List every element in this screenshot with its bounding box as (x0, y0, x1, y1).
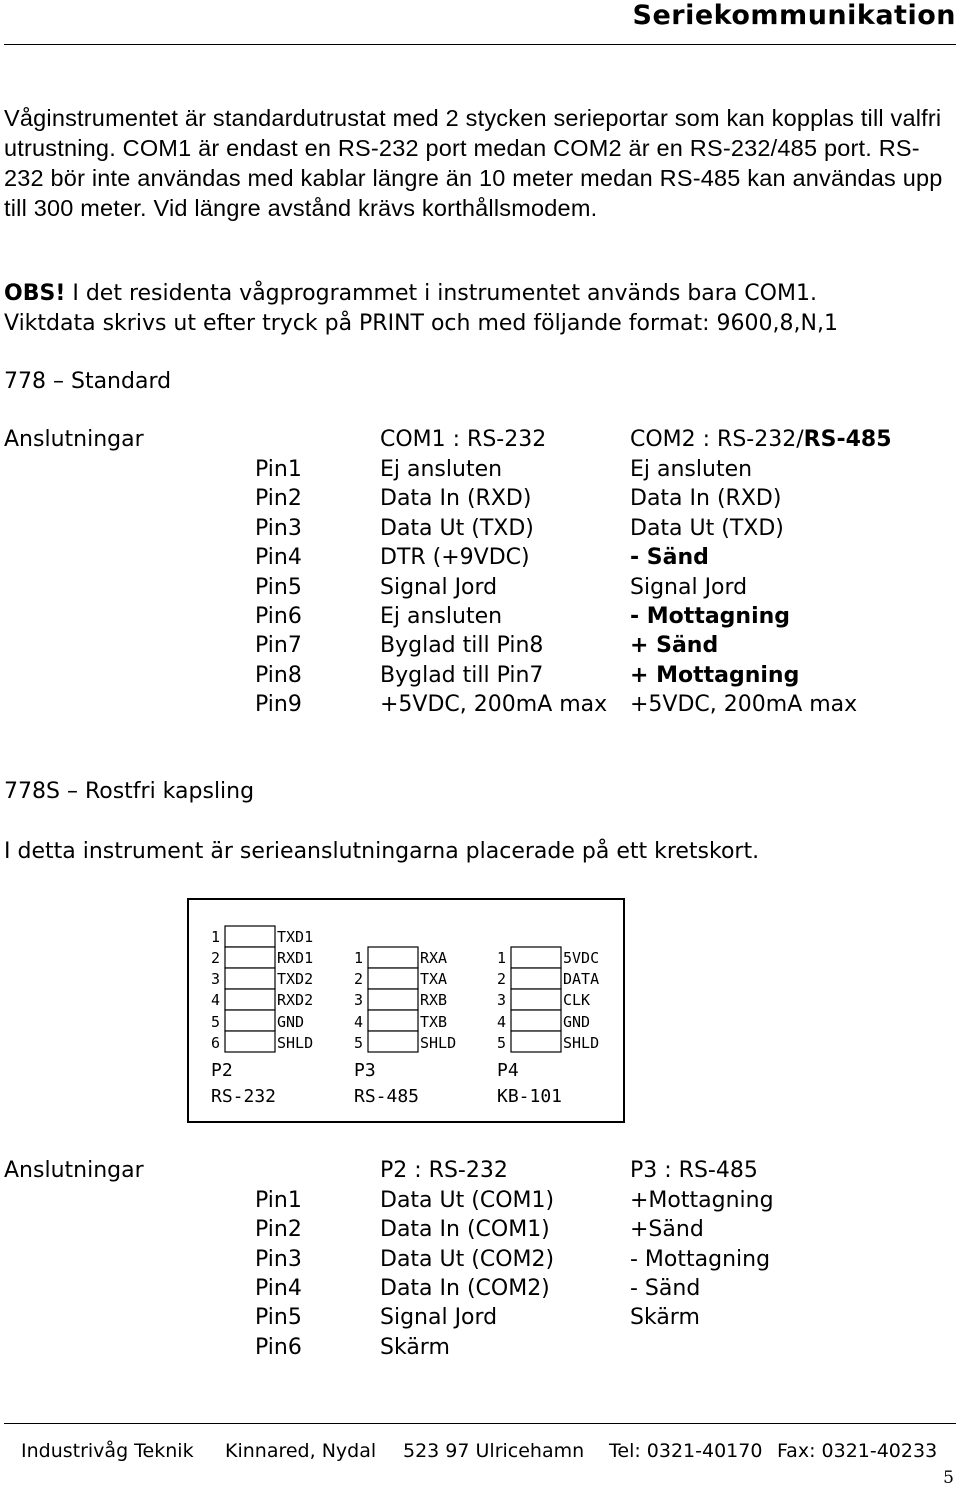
signal-label: SHLD (563, 1034, 600, 1052)
table-row-pin: Pin9 (255, 692, 302, 717)
table-row-com1: Byglad till Pin8 (380, 633, 544, 658)
connector-name: P2 (211, 1060, 233, 1081)
footer-fax: Fax: 0321-40233 (777, 1440, 938, 1462)
table-row-p3: +Sänd (630, 1217, 704, 1242)
obs-note (4, 281, 817, 306)
pin-number: 3 (211, 970, 221, 988)
pin-boxes (225, 926, 275, 1052)
signal-label: TXB (420, 1013, 448, 1031)
table-row-p3: +Mottagning (630, 1188, 774, 1213)
footer-postal: 523 97 Ulricehamn (403, 1440, 585, 1462)
footer-divider (4, 1423, 956, 1424)
pin-number: 2 (497, 970, 507, 988)
table-row-p2: Signal Jord (380, 1305, 498, 1330)
table-row-com2: - Sänd (630, 545, 709, 570)
table-row-pin: Pin5 (255, 575, 302, 600)
signal-label: RXD1 (277, 949, 314, 967)
table-row-pin: Pin1 (255, 1188, 302, 1213)
footer-tel: Tel: 0321-40170 (609, 1440, 763, 1462)
table-row-com1: +5VDC, 200mA max (380, 692, 608, 717)
pin-number: 6 (211, 1034, 221, 1052)
table-row-pin: Pin2 (255, 486, 302, 511)
pin-number: 3 (354, 991, 364, 1009)
table-row-pin: Pin4 (255, 1276, 302, 1301)
header-divider (4, 44, 956, 45)
stainless-description: I detta instrument är serieanslutningarna placerade på ett kretskort. (4, 839, 760, 864)
signal-label: TXA (420, 970, 448, 988)
pin-number: 5 (354, 1034, 364, 1052)
table-row-pin: Pin8 (255, 663, 302, 688)
connections-label: Anslutningar (4, 1158, 144, 1183)
connector-p3 (354, 947, 456, 1107)
signal-label: CLK (563, 991, 591, 1009)
connector-type: RS-485 (354, 1086, 420, 1107)
pin-number: 2 (211, 949, 221, 967)
table-row-p3: - Sänd (630, 1276, 701, 1301)
footer-place: Kinnared, Nydal (225, 1440, 377, 1462)
pin-number: 4 (354, 1013, 364, 1031)
signal-label: SHLD (420, 1034, 457, 1052)
table-row-com2: +5VDC, 200mA max (630, 692, 858, 717)
connector-type: RS-232 (211, 1086, 277, 1107)
table-row-com2: Signal Jord (630, 575, 748, 600)
table-row-com1: DTR (+9VDC) (380, 545, 530, 570)
table-row-com2: + Sänd (630, 633, 719, 658)
com1-header: COM1 : RS-232 (380, 427, 547, 452)
table-row-pin: Pin1 (255, 457, 302, 482)
section-title-standard: 778 – Standard (4, 369, 172, 394)
com2-header-prefix: COM2 : RS-232/ (630, 427, 804, 452)
table-row-pin: Pin4 (255, 545, 302, 570)
table-row-p3: - Mottagning (630, 1247, 771, 1272)
p3-header: P3 : RS-485 (630, 1158, 758, 1183)
table-row-com1: Data Ut (TXD) (380, 516, 534, 541)
signal-label: RXD2 (277, 991, 314, 1009)
connector-name: P4 (497, 1060, 519, 1081)
pin-number: 5 (211, 1013, 221, 1031)
table-row-pin: Pin3 (255, 516, 302, 541)
obs-label: OBS! (4, 281, 66, 306)
table-row-p2: Skärm (380, 1335, 450, 1360)
pin-number: 1 (354, 949, 364, 967)
signal-label: RXB (420, 991, 448, 1009)
table-row-pin: Pin2 (255, 1217, 302, 1242)
table-row-p2: Data Ut (COM2) (380, 1247, 555, 1272)
p2-header: P2 : RS-232 (380, 1158, 508, 1183)
com2-header (630, 426, 892, 454)
pin-number: 4 (211, 991, 221, 1009)
signal-label: SHLD (277, 1034, 314, 1052)
table-row-com1: Signal Jord (380, 575, 498, 600)
connector-p4 (497, 947, 599, 1107)
signal-label: 5VDC (563, 949, 600, 967)
table-row-com2: + Mottagning (630, 663, 800, 688)
pin-number: 1 (211, 928, 221, 946)
table-row-pin: Pin3 (255, 1247, 302, 1272)
pin-boxes (511, 947, 561, 1052)
pin-number: 2 (354, 970, 364, 988)
obs-text: I det residenta vågprogrammet i instrumentet används bara COM1. (65, 281, 817, 306)
table-row-pin: Pin6 (255, 604, 302, 629)
connector-type: KB-101 (497, 1086, 563, 1107)
table-row-com2: Ej ansluten (630, 457, 753, 482)
table-row-pin: Pin5 (255, 1305, 302, 1330)
table-row-com2: Data In (RXD) (630, 486, 782, 511)
table-row-com1: Byglad till Pin7 (380, 663, 544, 688)
table-row-pin: Pin6 (255, 1335, 302, 1360)
table-row-com1: Ej ansluten (380, 457, 503, 482)
signal-label: TXD2 (277, 970, 314, 988)
pin-number: 3 (497, 991, 507, 1009)
table-row-p2: Data In (COM2) (380, 1276, 550, 1301)
signal-label: GND (277, 1013, 305, 1031)
table-row-com1: Ej ansluten (380, 604, 503, 629)
signal-label: DATA (563, 970, 600, 988)
page-title: Seriekommunikation (632, 0, 956, 31)
com2-header-bold: RS-485 (803, 427, 892, 452)
signal-label: RXA (420, 949, 448, 967)
table-row-com1: Data In (RXD) (380, 486, 532, 511)
pin-boxes (368, 947, 418, 1052)
signal-label: TXD1 (277, 928, 314, 946)
format-line: Viktdata skrivs ut efter tryck på PRINT och med följande format: 9600,8,N,1 (4, 311, 838, 336)
footer-company: Industrivåg Teknik (21, 1440, 194, 1462)
pin-number: 4 (497, 1013, 507, 1031)
connector-p2 (211, 926, 313, 1107)
connections-label: Anslutningar (4, 427, 144, 452)
section-title-stainless: 778S – Rostfri kapsling (4, 779, 255, 804)
table-row-p2: Data Ut (COM1) (380, 1188, 555, 1213)
table-row-com2: Data Ut (TXD) (630, 516, 784, 541)
table-row-pin: Pin7 (255, 633, 302, 658)
table-row-com2: - Mottagning (630, 604, 791, 629)
connector-name: P3 (354, 1060, 376, 1081)
pin-number: 1 (497, 949, 507, 967)
connector-diagram (187, 898, 625, 1123)
intro-paragraph: Våginstrumentet är standardutrustat med 2 stycken serieportar som kan kopplas till valfri utrustning. COM1 är endast en RS-232 port medan COM2 är en RS-232/485 port. RS-232 bör inte användas med kablar längre än 10 meter medan RS-485 kan användas upp till 300 meter. Vid längre avstånd krävs korthållsmodem. (4, 105, 943, 221)
page-number: 5 (943, 1468, 954, 1488)
pin-number: 5 (497, 1034, 507, 1052)
table-row-p2: Data In (COM1) (380, 1217, 550, 1242)
table-row-p3: Skärm (630, 1305, 700, 1330)
signal-label: GND (563, 1013, 591, 1031)
